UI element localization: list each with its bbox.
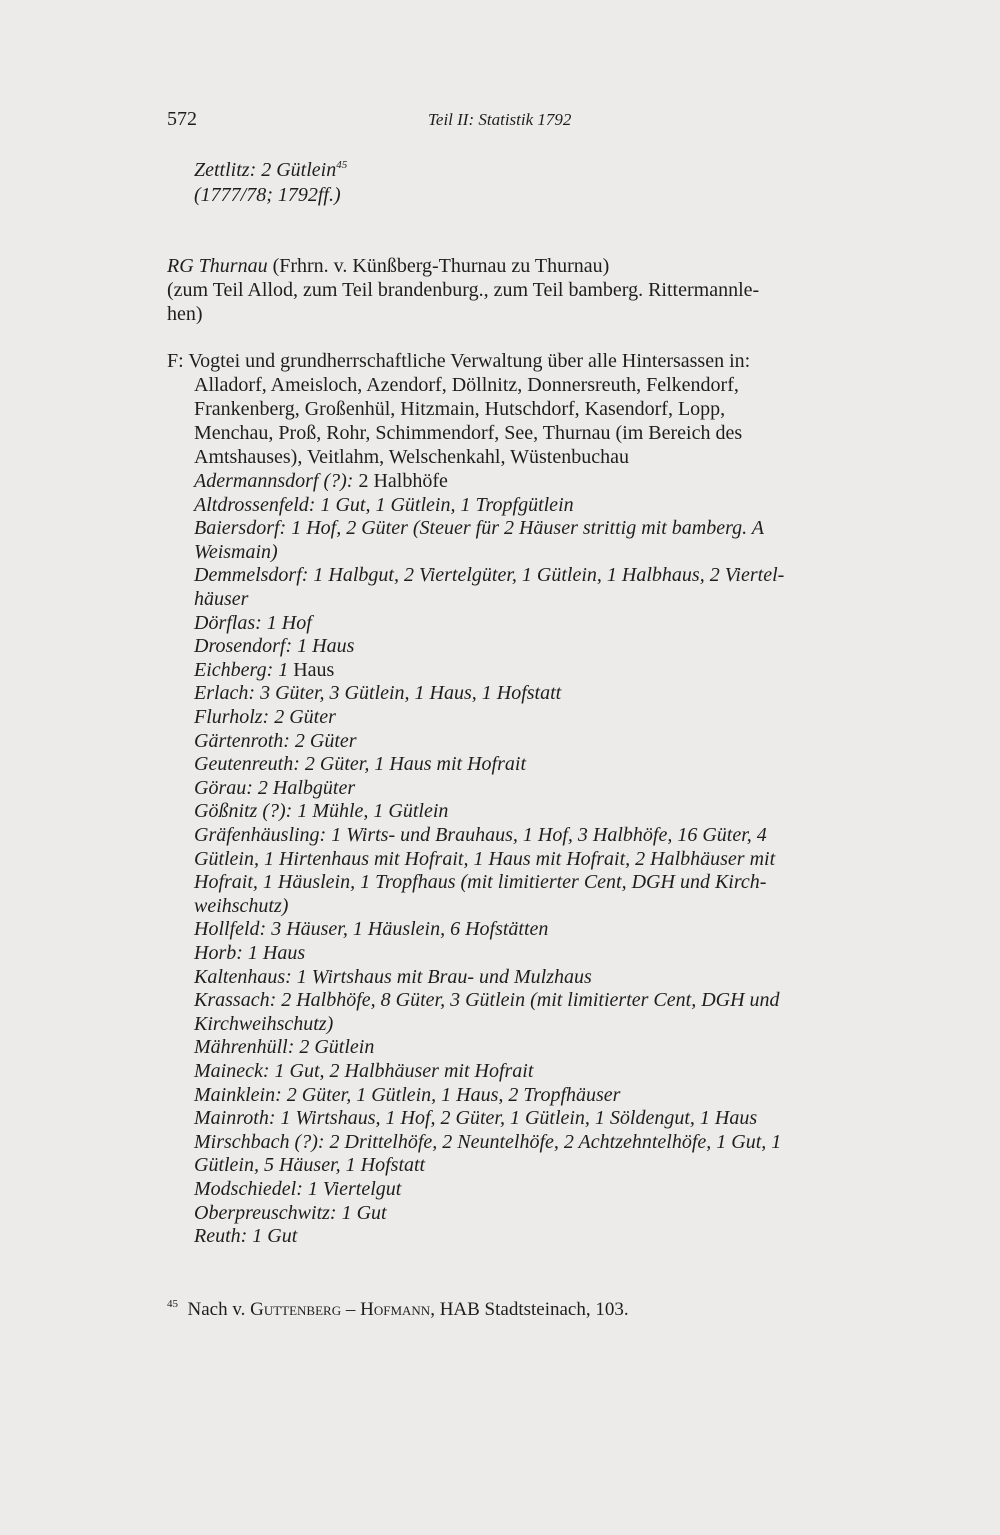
entry-line: Krassach: 2 Halbhöfe, 8 Güter, 3 Gütlein (mit limitierter Cent, DGH und (194, 989, 780, 1011)
entry-line: Modschiedel: 1 Viertelgut (194, 1178, 402, 1200)
entry-line: Mainroth: 1 Wirtshaus, 1 Hof, 2 Güter, 1 Gütlein, 1 Söldengut, 1 Haus (194, 1107, 758, 1129)
entry-line: Gößnitz (?): 1 Mühle, 1 Gütlein (194, 800, 449, 822)
zettlitz-entry: Zettlitz: 2 Gütlein$^{45}$ (194, 159, 348, 181)
footnote-number: 45 (167, 1298, 178, 1310)
f-section-line: Menchau, Proß, Rohr, Schimmendorf, See, Thurnau (im Bereich des (194, 422, 743, 444)
footnote-author: Guttenberg (250, 1299, 342, 1320)
entry-line: Weismain) (194, 541, 278, 563)
entry-line: Reuth: 1 Gut (194, 1225, 298, 1247)
rg-status: hen) (167, 303, 203, 325)
entry-line: Horb: 1 Haus (194, 942, 306, 964)
footnote-author: Hofmann (360, 1299, 431, 1320)
rg-status: (zum Teil Allod, zum Teil brandenburg., zum Teil bamberg. Rittermannle- (167, 279, 760, 301)
entry-line: Erlach: 3 Güter, 3 Gütlein, 1 Haus, 1 Hofstatt (194, 682, 562, 704)
f-section-line: Amtshauses), Veitlahm, Welschenkahl, Wüstenbuchau (194, 446, 629, 468)
entry-line: Gütlein, 5 Häuser, 1 Hofstatt (194, 1154, 426, 1176)
entry-line: Görau: 2 Halbgüter (194, 777, 356, 799)
rg-owner: (Frhrn. v. Künßberg-Thurnau zu Thurnau) (272, 255, 610, 277)
entry-line: Adermannsdorf (?): 2 Halbhöfe (194, 470, 448, 492)
entry-line: Eichberg: 1 Haus (194, 659, 335, 681)
f-section-line: Frankenberg, Großenhül, Hitzmain, Hutschdorf, Kasendorf, Lopp, (194, 398, 726, 420)
f-section-line: Alladorf, Ameisloch, Azendorf, Döllnitz, Donnersreuth, Felkendorf, (194, 374, 739, 396)
entry-line: Hofrait, 1 Häuslein, 1 Tropfhaus (mit limitierter Cent, DGH und Kirch- (194, 871, 767, 893)
rg-name: RG Thurnau (167, 255, 268, 277)
entry-line: Geutenreuth: 2 Güter, 1 Haus mit Hofrait (194, 753, 527, 775)
footnote-ref: 45 (336, 159, 348, 171)
entry-line: Kaltenhaus: 1 Wirtshaus mit Brau- und Mulzhaus (194, 966, 592, 988)
entry-line: Gütlein, 1 Hirtenhaus mit Hofrait, 1 Haus mit Hofrait, 2 Halbhäuser mit (194, 848, 776, 870)
entry-line: Drosendorf: 1 Haus (194, 635, 355, 657)
entry-line: Dörflas: 1 Hof (194, 612, 312, 634)
entry-line: Kirchweihschutz) (194, 1013, 334, 1035)
entry-line: Mirschbach (?): 2 Drittelhöfe, 2 Neuntelhöfe, 2 Achtzehntelhöfe, 1 Gut, 1 (194, 1131, 782, 1153)
entry-line: häuser (194, 588, 249, 610)
entry-line: Mährenhüll: 2 Gütlein (194, 1036, 375, 1058)
entry-line: Gärtenroth: 2 Güter (194, 730, 357, 752)
entry-line: weihschutz) (194, 895, 289, 917)
entry-line: Mainklein: 2 Güter, 1 Gütlein, 1 Haus, 2 Tropfhäuser (194, 1084, 621, 1106)
entry-line: Demmelsdorf: 1 Halbgut, 2 Viertelgüter, 1 Gütlein, 1 Halbhaus, 2 Viertel- (194, 564, 785, 586)
f-section-line: F: Vogtei und grundherrschaftliche Verwaltung über alle Hintersassen in: (167, 350, 751, 372)
entry-line: Hollfeld: 3 Häuser, 1 Häuslein, 6 Hofstätten (194, 918, 549, 940)
entry-line: Altdrossenfeld: 1 Gut, 1 Gütlein, 1 Tropfgütlein (194, 494, 574, 516)
entry-line: Gräfenhäusling: 1 Wirts- und Brauhaus, 1 Hof, 3 Halbhöfe, 16 Güter, 4 (194, 824, 767, 846)
footnote: $^{45}$ Nach v. Guttenberg – Hofmann, HAB Stadtsteinach, 103. (167, 1298, 629, 1320)
page-number: 572 (167, 108, 197, 130)
running-title: Teil II: Statistik 1792 (428, 110, 572, 129)
entry-line: Maineck: 1 Gut, 2 Halbhäuser mit Hofrait (194, 1060, 534, 1082)
entry-line: Flurholz: 2 Güter (194, 706, 336, 728)
entry-line: Baiersdorf: 1 Hof, 2 Güter (Steuer für 2 Häuser strittig mit bamberg. A (194, 517, 764, 539)
entry-line: Oberpreuschwitz: 1 Gut (194, 1202, 387, 1224)
rg-heading (167, 254, 609, 278)
zettlitz-years: (1777/78; 1792ff.) (194, 184, 341, 206)
